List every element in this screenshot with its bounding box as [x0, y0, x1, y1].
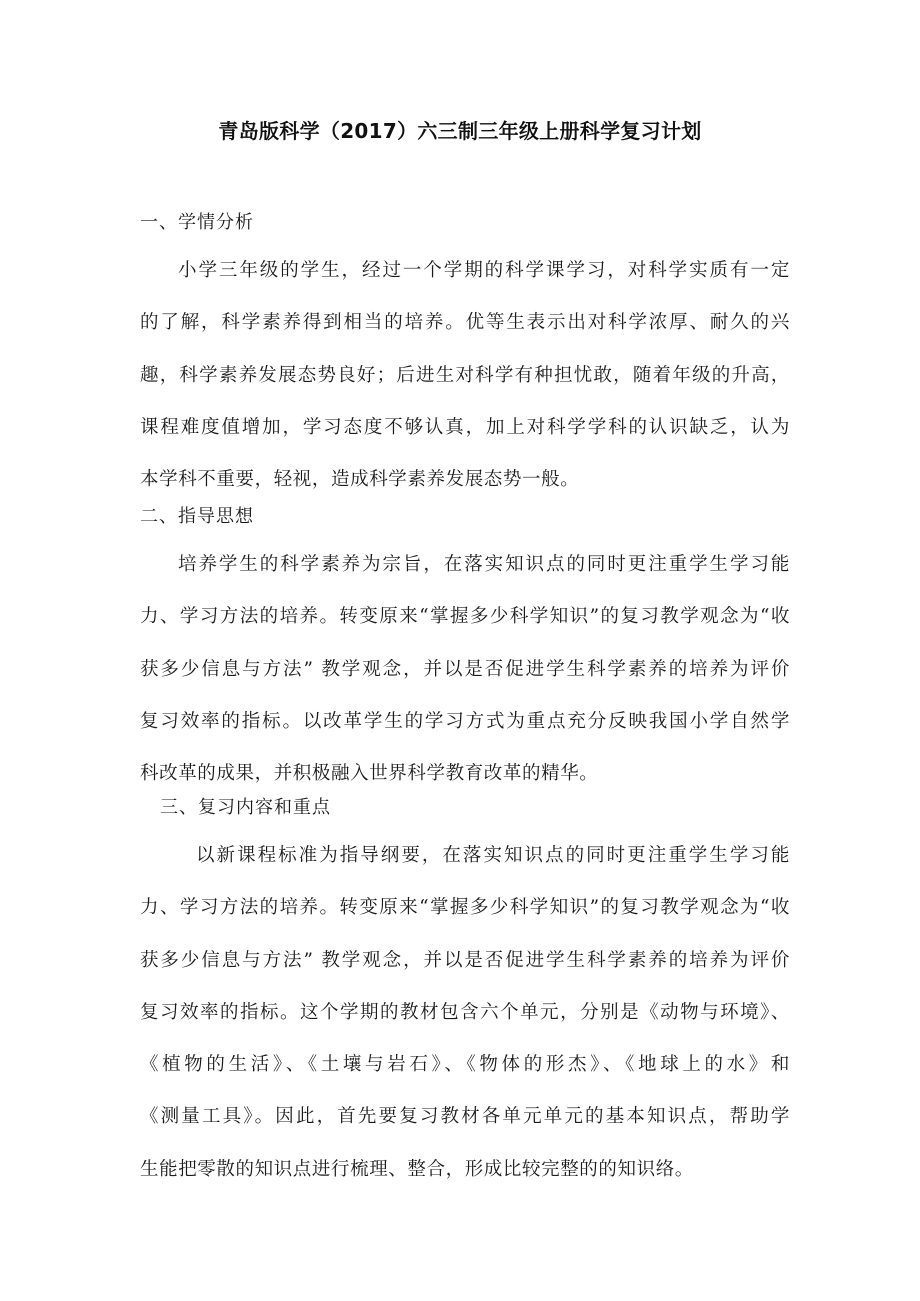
paragraph-line: 趣，科学素养发展态势良好；后进生对科学有种担忧敢，随着年级的升高，	[140, 364, 790, 386]
paragraph-line: 《测量工具》。因此，首先要复习教材各单元单元的基本知识点，帮助学	[140, 1106, 790, 1128]
paragraph-line: 本学科不重要，轻视，造成科学素养发展态势一般。	[140, 469, 580, 491]
paragraph-line: 力、学习方法的培养。转变原来“掌握多少科学知识”的复习教学观念为“收	[140, 897, 790, 919]
paragraph-line: 以新课程标准为指导纲要，在落实知识点的同时更注重学生学习能	[196, 845, 790, 866]
paragraph-line: 生能把零散的知识点进行梳理、整合，形成比较完整的的知识络。	[140, 1158, 694, 1180]
paragraph-line: 获多少信息与方法” 教学观念，并以是否促进学生科学素养的培养为评价	[140, 658, 790, 680]
paragraph-line: 力、学习方法的培养。转变原来“掌握多少科学知识”的复习教学观念为“收	[140, 606, 790, 628]
section-heading-3: 三、复习内容和重点	[160, 797, 331, 818]
paragraph-line: 小学三年级的学生，经过一个学期的科学课学习，对科学实质有一定	[178, 260, 790, 281]
section-paragraph-2	[140, 552, 790, 813]
paragraph-line: 科改革的成果，并积极融入世界科学教育改革的精华。	[140, 763, 599, 785]
paragraph-line: 课程难度值增加，学习态度不够认真，加上对科学学科的认识缺乏，认为	[140, 416, 790, 438]
paragraph-line: 培养学生的科学素养为宗旨，在落实知识点的同时更注重学生学习能	[178, 554, 790, 575]
document-title: 青岛版科学（2017）六三制三年级上册科学复习计划	[218, 119, 702, 143]
paragraph-line: 《植物的生活》、《土壤与岩石》、《物体的形杰》、《地球上的水》和	[140, 1054, 790, 1076]
section-heading-1: 一、学情分析	[140, 212, 254, 233]
section-heading-2: 二、指导思想	[140, 506, 254, 527]
paragraph-line: 复习效率的指标。以改革学生的学习方式为重点充分反映我国小学自然学	[140, 710, 790, 732]
paragraph-line: 复习效率的指标。这个学期的教材包含六个单元，分别是《动物与环境》、	[140, 1001, 790, 1023]
paragraph-line: 的了解，科学素养得到相当的培养。优等生表示出对科学浓厚、耐久的兴	[140, 312, 790, 334]
paragraph-line: 获多少信息与方法” 教学观念，并以是否促进学生科学素养的培养为评价	[140, 949, 790, 971]
section-paragraph-3	[140, 843, 790, 1209]
section-paragraph-1	[140, 258, 790, 519]
